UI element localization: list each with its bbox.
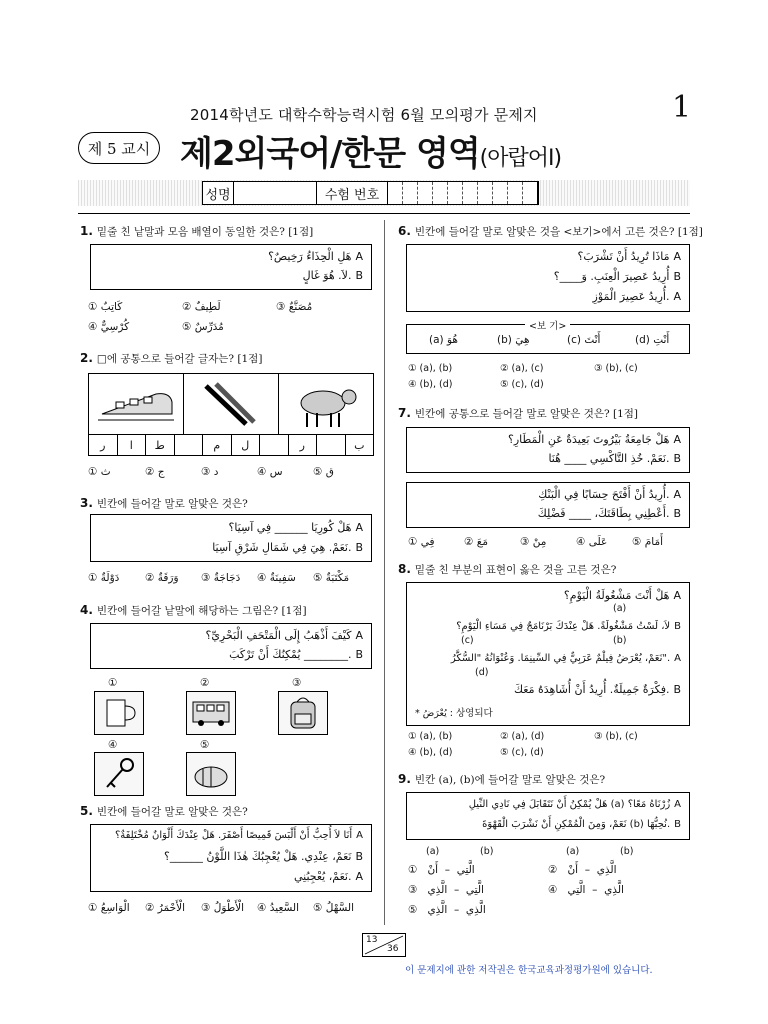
train-icon bbox=[89, 374, 184, 434]
exam-no-digit[interactable] bbox=[418, 182, 433, 204]
question-number: 6. bbox=[398, 224, 411, 238]
bogi-item: (b) هِيَ bbox=[497, 334, 530, 346]
dialogue-line: لاَ، لَسْتُ مَشْغُولَةً. هَلْ عِنْدَكَ بَرْنَامَجٌ فِي مَسَاءِ الْيَوْمِ؟ B bbox=[456, 621, 681, 632]
question-text: 빈칸에 들어갈 말로 알맞은 것은? bbox=[96, 806, 248, 818]
exam-header-title: 2014학년도 대학수학능력시험 6월 모의평가 문제지 bbox=[190, 106, 538, 124]
question-7 bbox=[398, 406, 638, 421]
picture-option-number: ① bbox=[108, 677, 118, 689]
underline-mark: (d) bbox=[475, 667, 489, 678]
page-counter bbox=[362, 933, 406, 957]
col-b-header: (b) bbox=[620, 846, 634, 857]
question-text: □에 공통으로 들어갈 글자는? [1점] bbox=[96, 353, 263, 365]
col-a-header: (a) bbox=[566, 846, 580, 857]
dialogue-line: نَعَمْ. هِيَ فِي شَمَالِ شَرْقِ آسِيَا. B bbox=[212, 541, 363, 554]
mug-icon[interactable] bbox=[94, 691, 144, 735]
column-separator bbox=[384, 220, 385, 925]
picture-option-number: ② bbox=[200, 677, 210, 689]
dialogue-box bbox=[90, 623, 372, 669]
dialogue-line: مَاذَا تُرِيدُ أَنْ تَشْرَبَ؟ A bbox=[577, 250, 681, 263]
question-text: 밑줄 친 부분의 표현이 옳은 것을 고른 것은? bbox=[414, 564, 617, 576]
picture-option-number: ③ bbox=[292, 677, 302, 689]
option-4[interactable]: ④ الَّذِي – الَّتِي bbox=[548, 884, 624, 896]
dialogue-line: هَلْ كُورِيَا ______ فِي آسِيَا؟ A bbox=[228, 521, 363, 534]
option-1[interactable]: ① دَوْلَةٌ bbox=[88, 572, 120, 584]
option-4[interactable]: ④ س bbox=[257, 466, 283, 478]
dialogue-box bbox=[406, 482, 690, 528]
dialogue-box bbox=[90, 514, 372, 562]
pencils-icon bbox=[184, 374, 279, 434]
bogi-label: <보 기> bbox=[525, 318, 570, 332]
name-field[interactable] bbox=[234, 182, 317, 204]
underline-mark: (a) bbox=[613, 603, 627, 614]
dialogue-line: نَعَمْ، وَمِنَ الْمُمْكِنِ أَنْ نَشْرَبَ الْقَهْوَةَ (b) نُحِبُّهَا. B bbox=[482, 819, 681, 830]
option-5[interactable]: ⑤ (c), (d) bbox=[500, 379, 544, 390]
bogi-item: (a) هُوَ bbox=[429, 334, 458, 346]
dialogue-line: أُرِيدُ أَنْ أَفْتَحَ حِسَابًا فِي الْبَنْكِ. A bbox=[538, 488, 681, 501]
dialogue-line: كَيْفَ أَذْهَبُ إِلَى الْمَتْحَفِ الْبَحْرِيِّ؟ A bbox=[205, 629, 363, 642]
dialogue-box bbox=[406, 792, 690, 840]
question-9 bbox=[398, 772, 605, 787]
backpack-icon[interactable] bbox=[278, 691, 328, 735]
picture-option-number: ④ bbox=[108, 739, 118, 751]
bus-icon[interactable] bbox=[186, 691, 236, 735]
letter-cell: م bbox=[203, 435, 232, 455]
letter-blank[interactable] bbox=[317, 435, 346, 455]
dialogue-line: هَلْ يُمْكِنُ أَنْ نَتَقَابَلَ فِي نَادِي النِّيلِ (a) زُرْنَاهُ مَعًا؟ A bbox=[468, 799, 681, 810]
vocab-note: * يُعْرَضُ : 상영되다 bbox=[415, 708, 493, 719]
option-1[interactable]: ① (a), (b) bbox=[408, 363, 453, 374]
bogi-box bbox=[406, 321, 690, 354]
page-current: 13 bbox=[366, 935, 378, 945]
option-3[interactable]: ③ مُصَنَّعٌ bbox=[276, 301, 313, 313]
letter-boxes bbox=[88, 435, 374, 456]
question-text: 빈칸 (a), (b)에 들어갈 말로 알맞은 것은? bbox=[414, 774, 606, 786]
question-number: 9. bbox=[398, 772, 411, 786]
letter-cell: ل bbox=[232, 435, 261, 455]
option-2[interactable]: ② وَرَقَةٌ bbox=[145, 572, 179, 584]
dialogue-line: هَلْ جَامِعَةُ بَيْرُوتَ بَعِيدَةٌ عَنِ الْمَطَارِ؟ A bbox=[508, 433, 681, 446]
option-2[interactable]: ② لَطِيفٌ bbox=[182, 301, 221, 313]
question-4 bbox=[80, 603, 307, 618]
dialogue-line: أُرِيدُ عَصِيرَ الْمَوْزِ. A bbox=[592, 290, 681, 303]
bogi-item: (c) أَنْتَ bbox=[567, 334, 601, 346]
page-title bbox=[180, 126, 561, 175]
option-2[interactable]: ② ج bbox=[145, 466, 165, 478]
dialogue-line: أَعْطِنِي بِطَاقَتَكَ، ____ فَضْلِكَ. B bbox=[537, 507, 681, 520]
bogi-item: (d) أَنْتِ bbox=[635, 334, 670, 346]
option-5[interactable]: ⑤ أَمَامَ bbox=[632, 536, 664, 548]
option-5[interactable]: ⑤ الَّذِي – الَّذِي bbox=[408, 904, 486, 916]
exam-no-digit[interactable] bbox=[448, 182, 463, 204]
option-5[interactable]: ⑤ مُدَرِّسٌ bbox=[182, 321, 224, 333]
exam-no-label: 수험 번호 bbox=[317, 182, 388, 204]
option-3[interactable]: ③ (b), (c) bbox=[594, 731, 638, 742]
exam-no-digit[interactable] bbox=[508, 182, 523, 204]
dialogue-box bbox=[406, 582, 690, 726]
dialogue-line: نَعَمْ، عِنْدِي. هَلْ يُعْجِبُكَ هٰذَا اللَّوْنُ ______؟ B bbox=[164, 850, 363, 863]
dialogue-line: هَلْ أَنْتَ مَشْغُولَةُ الْيَوْمِ؟ A bbox=[563, 589, 681, 602]
bread-icon[interactable] bbox=[186, 752, 236, 796]
option-3[interactable]: ③ دَجَاجَةٌ bbox=[201, 572, 241, 584]
letter-blank[interactable] bbox=[260, 435, 289, 455]
option-5[interactable]: ⑤ السَّهْلُ bbox=[313, 902, 355, 914]
dialogue-box bbox=[90, 244, 372, 290]
copyright-notice: 이 문제지에 관한 저작권은 한국교육과정평가원에 있습니다. bbox=[405, 965, 653, 976]
dialogue-line: نَعَمْ، يُعْجِبُنِي. A bbox=[293, 870, 363, 883]
option-1[interactable]: ① الَّتِي – أَنْ bbox=[408, 864, 475, 876]
question-number: 8. bbox=[398, 562, 411, 576]
option-4[interactable]: ④ عَلَى bbox=[576, 536, 608, 548]
exam-no-digit[interactable] bbox=[523, 182, 538, 204]
question-3 bbox=[80, 496, 248, 511]
dialogue-line: نَعَمْ، يُعْرَضُ فِيلْمٌ عَرَبِيٌّ فِي السِّينِمَا. وَعُنْوَانُهُ "السُّكَّرُ". A bbox=[450, 653, 681, 664]
option-3[interactable]: ③ (b), (c) bbox=[594, 363, 638, 374]
name-label: 성명 bbox=[203, 182, 234, 204]
question-number: 2. bbox=[80, 351, 93, 365]
option-3[interactable]: ③ مِنْ bbox=[520, 536, 547, 548]
option-5[interactable]: ⑤ ق bbox=[313, 466, 334, 478]
letter-blank[interactable] bbox=[175, 435, 204, 455]
question-6 bbox=[398, 224, 703, 239]
page-total: 36 bbox=[387, 944, 399, 954]
option-4[interactable]: ④ كُرْسِيٌّ bbox=[88, 321, 130, 333]
option-2[interactable]: ② (a), (c) bbox=[500, 363, 544, 374]
question-text: 빈칸에 들어갈 말로 알맞은 것은? bbox=[96, 498, 248, 510]
letter-cell: ا bbox=[118, 435, 147, 455]
question-text: 빈칸에 들어갈 낱말에 해당하는 그림은? [1점] bbox=[96, 605, 307, 617]
letter-cell: ب bbox=[354, 438, 365, 452]
dialogue-line: فِكْرَةٌ جَمِيلَةٌ. أُرِيدُ أَنْ أُشَاهِدَهُ مَعَكَ. B bbox=[514, 683, 681, 696]
dialogue-line: يُمْكِنُكَ أَنْ تَرْكَبَ ________. B bbox=[229, 648, 363, 661]
letter-cell: ط bbox=[146, 435, 175, 455]
question-number: 3. bbox=[80, 496, 93, 510]
option-4[interactable]: ④ (b), (d) bbox=[408, 747, 453, 758]
option-5[interactable]: ⑤ مَكْتَبَةٌ bbox=[313, 572, 350, 584]
question-number: 5. bbox=[80, 804, 93, 818]
option-3[interactable]: ③ الَّتِي – الَّذِي bbox=[408, 884, 484, 896]
question-number: 4. bbox=[80, 603, 93, 617]
exam-no-digit[interactable] bbox=[433, 182, 448, 204]
title-sub: (아랍어Ⅰ) bbox=[479, 146, 562, 171]
session-badge: 제 5 교시 bbox=[78, 132, 160, 164]
question-1 bbox=[80, 224, 313, 239]
option-1[interactable]: ① (a), (b) bbox=[408, 731, 453, 742]
letter-cell: ر bbox=[89, 435, 118, 455]
col-a-header: (a) bbox=[426, 846, 440, 857]
page-number: 1 bbox=[672, 90, 692, 125]
question-8 bbox=[398, 562, 616, 577]
exam-no-digit[interactable] bbox=[463, 182, 478, 204]
option-1[interactable]: ① ث bbox=[88, 466, 111, 478]
question-number: 1. bbox=[80, 224, 93, 238]
exam-no-digit[interactable] bbox=[493, 182, 508, 204]
candidate-info-box bbox=[202, 181, 539, 205]
option-1[interactable]: ① فِي bbox=[408, 536, 435, 548]
question-5 bbox=[80, 804, 248, 819]
dialogue-box bbox=[406, 427, 690, 473]
question-number: 7. bbox=[398, 406, 411, 420]
dialogue-line: نَعَمْ. خُذِ التَّاكْسِي ____ هُنَا. B bbox=[548, 452, 681, 465]
option-2[interactable]: ② الَّذِي – أَنْ bbox=[548, 864, 617, 876]
option-4[interactable]: ④ السَّعِيدُ bbox=[257, 902, 299, 914]
col-b-header: (b) bbox=[480, 846, 494, 857]
title-main: 제2외국어/한문 영역 bbox=[180, 134, 480, 174]
question-text: 밑줄 친 낱말과 모음 배열이 동일한 것은? [1점] bbox=[96, 226, 314, 238]
dialogue-box bbox=[90, 824, 372, 892]
option-4[interactable]: ④ (b), (d) bbox=[408, 379, 453, 390]
exam-no-digit[interactable] bbox=[388, 182, 403, 204]
question-text: 빈칸에 들어갈 말로 알맞은 것을 <보기>에서 고른 것은? [1점] bbox=[414, 226, 703, 238]
header-divider bbox=[78, 213, 690, 214]
option-1[interactable]: ① الْوَاسِعُ bbox=[88, 902, 130, 914]
option-3[interactable]: ③ د bbox=[201, 466, 219, 478]
dialogue-line: هَلِ الْحِذَاءُ رَخِيصٌ؟ A bbox=[268, 250, 363, 263]
cow-icon bbox=[279, 374, 373, 434]
underline-mark: (c) bbox=[461, 635, 474, 646]
question-2 bbox=[80, 351, 262, 366]
option-2[interactable]: ② (a), (d) bbox=[500, 731, 545, 742]
dialogue-line: أَنَا لاَ أُحِبُّ أَنْ أَلْبَسَ قَمِيصًا أَصْفَرَ. هَلْ عِنْدَكَ أَلْوَانٌ مُخْتَلِفَةٌ؟ A bbox=[114, 830, 363, 841]
underline-mark: (b) bbox=[613, 635, 627, 646]
exam-no-digit[interactable] bbox=[478, 182, 493, 204]
option-3[interactable]: ③ الْأَطْوَلُ bbox=[201, 902, 245, 914]
option-5[interactable]: ⑤ (c), (d) bbox=[500, 747, 544, 758]
dialogue-line: لاَ. هُوَ غَالٍ. B bbox=[302, 269, 363, 282]
letter-cell: ر bbox=[289, 435, 318, 455]
dialogue-line: أُرِيدُ عَصِيرَ الْعِنَبِ. وَ____؟ B bbox=[553, 270, 681, 283]
option-4[interactable]: ④ سَفِينَةٌ bbox=[257, 572, 296, 584]
option-2[interactable]: ② مَعَ bbox=[464, 536, 488, 548]
option-2[interactable]: ② الْأَحْمَرُ bbox=[145, 902, 186, 914]
dialogue-box bbox=[406, 244, 690, 312]
picture-option-number: ⑤ bbox=[200, 739, 210, 751]
option-1[interactable]: ① كَاتِبٌ bbox=[88, 301, 123, 313]
key-icon[interactable] bbox=[94, 752, 144, 796]
q2-picture-strip bbox=[88, 373, 374, 456]
exam-no-digit[interactable] bbox=[403, 182, 418, 204]
question-text: 빈칸에 공통으로 들어갈 말로 알맞은 것은? [1점] bbox=[414, 408, 639, 420]
